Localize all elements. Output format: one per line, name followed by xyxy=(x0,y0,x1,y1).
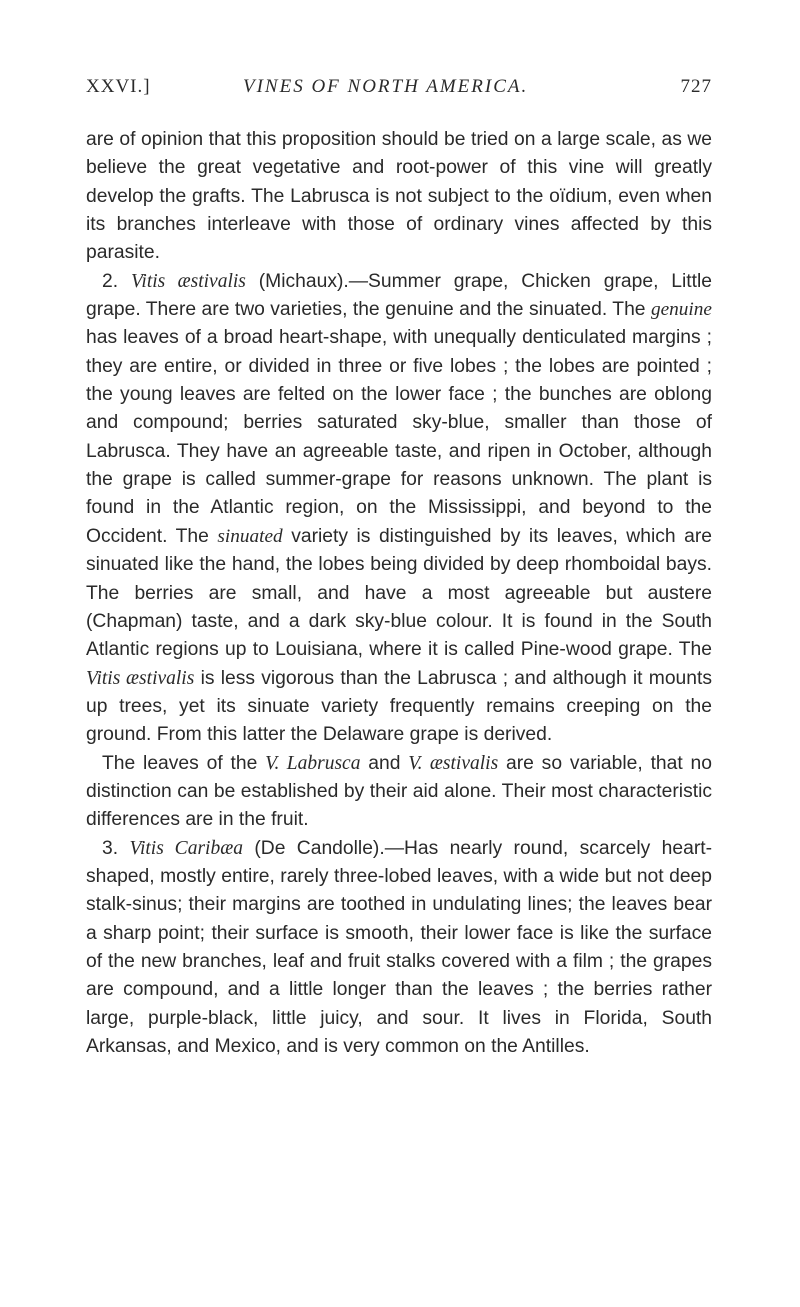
paragraph-vitis-aestivalis xyxy=(86,268,712,750)
variety-sinuated: sinuated xyxy=(217,525,283,547)
paragraph-text: (Michaux).—Summer grape, Chicken grape, Little grape. There are two varieties, the genuine and the sinuated. The xyxy=(86,270,712,321)
running-header xyxy=(86,76,712,116)
paragraph-text: The leaves of the xyxy=(102,752,258,774)
species-name: Vitis æstivalis xyxy=(130,270,246,292)
body-text xyxy=(86,126,712,1061)
chapter-label: XXVI.] xyxy=(86,76,151,97)
species-name: V. æstivalis xyxy=(408,752,499,774)
book-page xyxy=(86,0,712,1061)
running-title: VINES OF NORTH AMERICA. xyxy=(243,76,529,97)
paragraph-text: variety is distinguished by its leaves, which are sinuated like the hand, the lobes being divided by deep rhomboidal bays. The berries are small, and have a most agreeable but austere (Chapman) taste, and a dark sky-blue colour. It is found in the South Atlantic regions up to Louisiana, where it is called Pine-wood grape. The xyxy=(86,525,712,661)
paragraph-text: is less vigorous than the Labrusca ; and although it mounts up trees, yet its sinuate variety frequently remains creeping on the ground. From this latter the Delaware grape is derived. xyxy=(86,667,712,746)
paragraph-vitis-caribaea xyxy=(86,835,712,1062)
species-name: Vitis Caribæa xyxy=(129,837,243,859)
item-number: 2. xyxy=(102,270,119,292)
paragraph-text: are of opinion that this proposition should be tried on a large scale, as we believe the great vegetative and root-power of this vine will greatly develop the grafts. The Labrusca is not subject to the oïdium, even when its branches interleave with those of ordinary vines affected by this parasite. xyxy=(86,129,712,264)
paragraph-continuation xyxy=(86,126,712,268)
paragraph-text: has leaves of a broad heart-shape, with unequally denticulated margins ; they are entire, or divided in three or five lobes ; the lobes are pointed ; the young leaves are felted on the lower face ; the bunches are oblong and compound; berries saturated sky-blue, smaller than those of Labrusca. They have an agreeable taste, and ripen in October, although the grape is called summer-grape for reasons unknown. The plant is found in the Atlantic region, on the Mississippi, and beyond to the Occident. The xyxy=(86,327,712,547)
paragraph-text: are so variable, that no distinction can be established by their aid alone. Their most characteristic differences are in the fruit. xyxy=(86,752,712,831)
paragraph-text: and xyxy=(368,752,401,774)
paragraph-leaves-comparison xyxy=(86,750,712,835)
item-number: 3. xyxy=(102,837,119,859)
species-name: V. Labrusca xyxy=(265,752,361,774)
paragraph-text: (De Candolle).—Has nearly round, scarcely heart-shaped, mostly entire, rarely three-lobed leaves, with a wide but not deep stalk-sinus; their margins are toothed in undulating lines; the leaves bear a sharp point; their surface is smooth, their lower face is like the surface of the new branches, leaf and fruit stalks covered with a film ; the grapes are compound, and a little longer than the leaves ; the berries rather large, purple-black, little juicy, and sour. It lives in Florida, South Arkansas, and Mexico, and is very common on the Antilles. xyxy=(86,837,713,1057)
species-name: Vitis æstivalis xyxy=(86,667,195,689)
variety-genuine: genuine xyxy=(650,299,712,321)
page-number: 727 xyxy=(680,76,712,97)
